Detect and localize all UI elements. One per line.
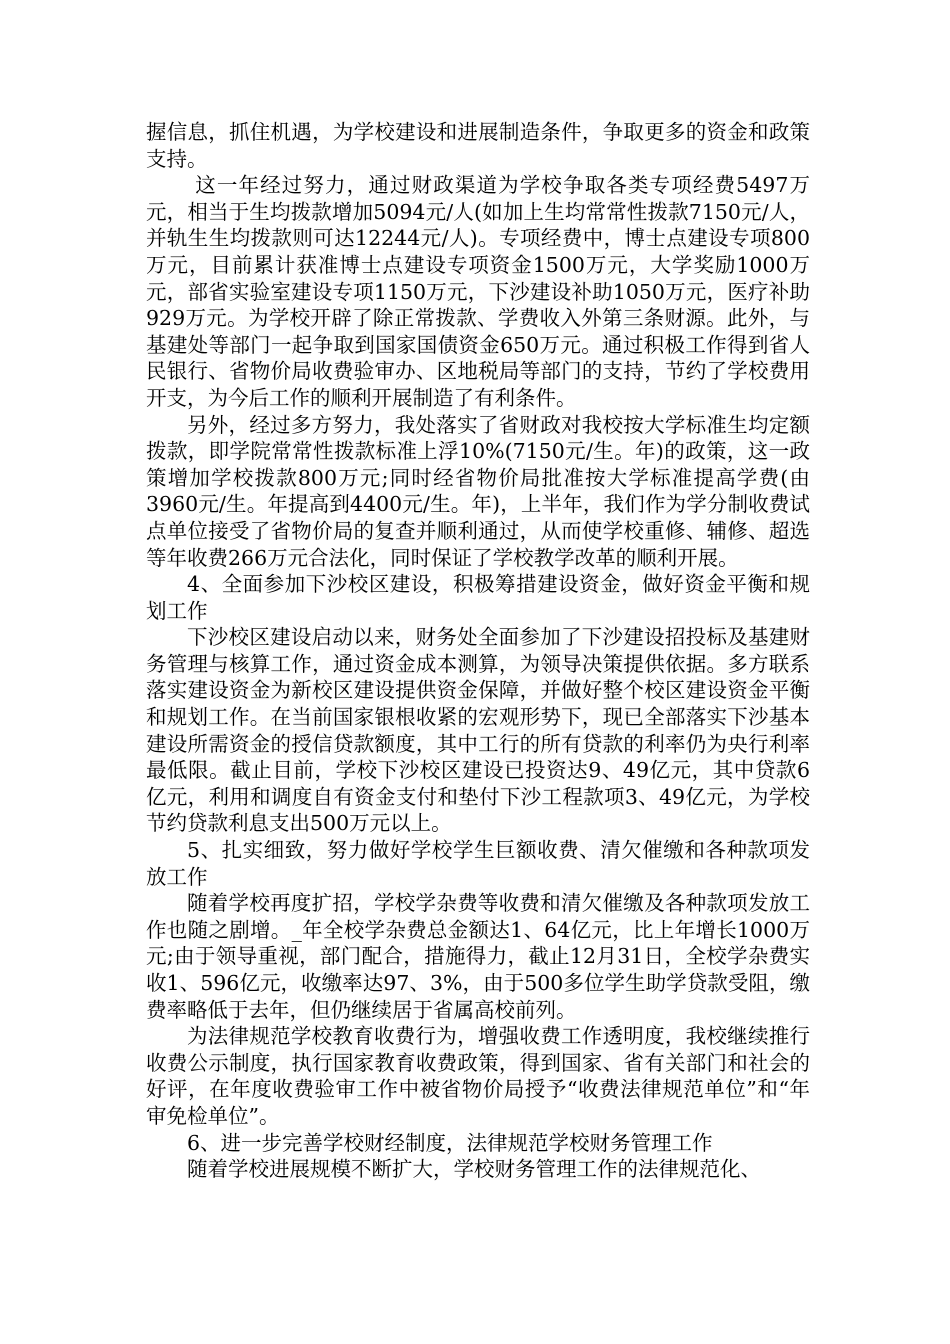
paragraph-special-funds: 这一年经过努力，通过财政渠道为学校争取各类专项经费5497万元，相当于生均拨款增加5094元/人(如加上生均常常性拨款7150元/人，并轨生生均拨款则可达12244元/人)。专项经费中，博士点建设专项800万元，目前累计获准博士点建设专项资金1500万元，大学奖励1000万元，部省实验室建设专项1150万元，下沙建设补助1050万元，医疗补助929万元。为学校开辟了除正常拨款、学费收入外第三条财源。此外，与基建处等部门一起争取到国家国债资金650万元。通过积极工作得到省人民银行、省物价局收费验审办、区地税局等部门的支持，节约了学校费用开支，为今后工作的顺利开展制造了有利条件。 xyxy=(146,173,810,410)
paragraph-fee-disclosure: 为法律规范学校教育收费行为，增强收费工作透明度，我校继续推行收费公示制度，执行国家教育收费政策，得到国家、省有关部门和社会的好评，在年度收费验审工作中被省物价局授予“收费法律规范单位”和“年审免检单位”。 xyxy=(146,1024,810,1128)
section-heading-6: 6、进一步完善学校财经制度，法律规范学校财务管理工作 xyxy=(187,1130,713,1155)
paragraph-allocation-standard: 另外，经过多方努力，我处落实了省财政对我校按大学标准生均定额拨款，即学院常常性拨款标准上浮10%(7150元/生。年)的政策，这一政策增加学校拨款800万元;同时经省物价局批准按大学标准提高学费(由3960元/生。年提高到4400元/生。年)，上半年，我们作为学分制收费试点单位接受了省物价局的复查并顺利通过，从而使学校重修、辅修、超选等年收费266万元合法化，同时保证了学校教学改革的顺利开展。 xyxy=(146,412,810,570)
section-heading-5: 5、扎实细致，努力做好学校学生巨额收费、清欠催缴和各种款项发放工作 xyxy=(146,838,810,889)
paragraph-tuition-collection: 随着学校再度扩招，学校学杂费等收费和清欠催缴及各种款项发放工作也随之剧增。_年全校学杂费总金额达1、64亿元，比上年增长1000万元;由于领导重视，部门配合，措施得力，截止12月31日，全校学杂费实收1、596亿元，收缴率达97、3%，由于500多位学生助学贷款受阻，缴费率略低于去年，但仍继续居于省属高校前列。 xyxy=(146,891,810,1022)
paragraph-xiasha-campus: 下沙校区建设启动以来，财务处全面参加了下沙建设招投标及基建财务管理与核算工作，通过资金成本测算，为领导决策提供依据。多方联系落实建设资金为新校区建设提供资金保障，并做好整个校区建设资金平衡和规划工作。在当前国家银根收紧的宏观形势下，现已全部落实下沙基本建设所需资金的授信贷款额度，其中工行的所有贷款的利率仍为央行利率最低限。截止目前，学校下沙校区建设已投资达9、49亿元，其中贷款6亿元，利用和调度自有资金支付和垫付下沙工程款项3、49亿元，为学校节约贷款利息支出500万元以上。 xyxy=(146,625,810,836)
paragraph-continuation: 握信息，抓住机遇，为学校建设和进展制造条件，争取更多的资金和政策支持。 xyxy=(146,120,810,171)
document-page xyxy=(146,119,810,1183)
paragraph-financial-management: 随着学校进展规模不断扩大，学校财务管理工作的法律规范化、 xyxy=(187,1157,761,1182)
section-heading-4: 4、全面参加下沙校区建设，积极筹措建设资金，做好资金平衡和规划工作 xyxy=(146,572,810,623)
